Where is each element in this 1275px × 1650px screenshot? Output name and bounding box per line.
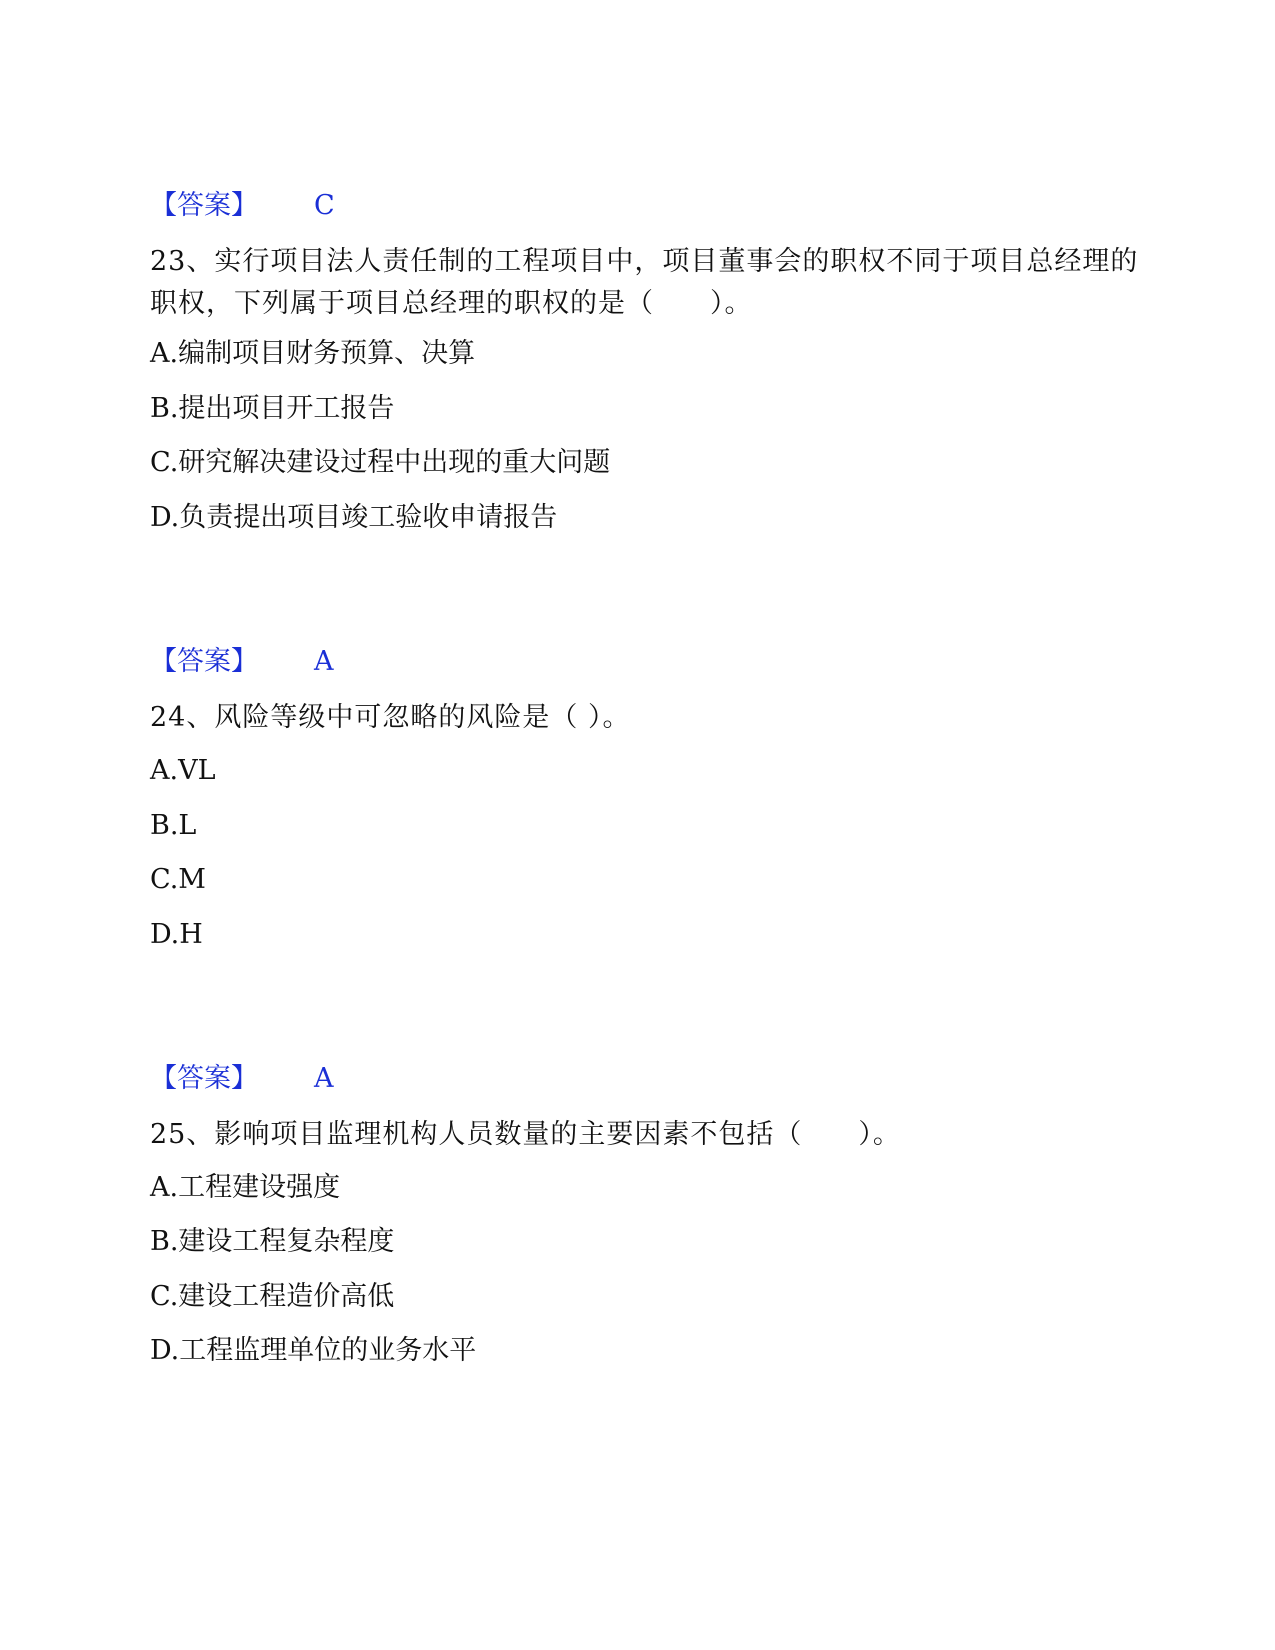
answer-value: A (314, 646, 334, 677)
question-text: 24、风险等级中可忽略的风险是（ ）。 (150, 702, 631, 733)
option-c: C.研究解决建设过程中出现的重大问题 (150, 447, 611, 478)
option-a: A.VL (150, 755, 216, 786)
option-a: A.工程建设强度 (150, 1172, 341, 1203)
answer-value: C (314, 190, 335, 221)
option-c: C.建设工程造价高低 (150, 1281, 395, 1312)
question-text: 25、影响项目监理机构人员数量的主要因素不包括（ ）。 (150, 1119, 901, 1150)
answer-label: 【答案】 (150, 190, 258, 221)
answer-line (150, 1061, 334, 1097)
option-d: D.工程监理单位的业务水平 (150, 1335, 477, 1366)
answer-line (150, 188, 335, 224)
option-d: D.负责提出项目竣工验收申请报告 (150, 502, 558, 533)
option-b: B.建设工程复杂程度 (150, 1226, 395, 1257)
answer-value: A (314, 1063, 334, 1094)
option-a: A.编制项目财务预算、决算 (150, 338, 476, 369)
question-text: 23、实行项目法人责任制的工程项目中，项目董事会的职权不同于项目总经理的职权，下列属于项目总经理的职权的是（ ）。 (150, 246, 1139, 319)
answer-line (150, 644, 334, 680)
option-c: C.M (150, 864, 206, 895)
option-b: B.提出项目开工报告 (150, 393, 395, 424)
option-d: D.H (150, 919, 203, 950)
answer-label: 【答案】 (150, 646, 258, 677)
option-b: B.L (150, 810, 197, 841)
answer-label: 【答案】 (150, 1063, 258, 1094)
